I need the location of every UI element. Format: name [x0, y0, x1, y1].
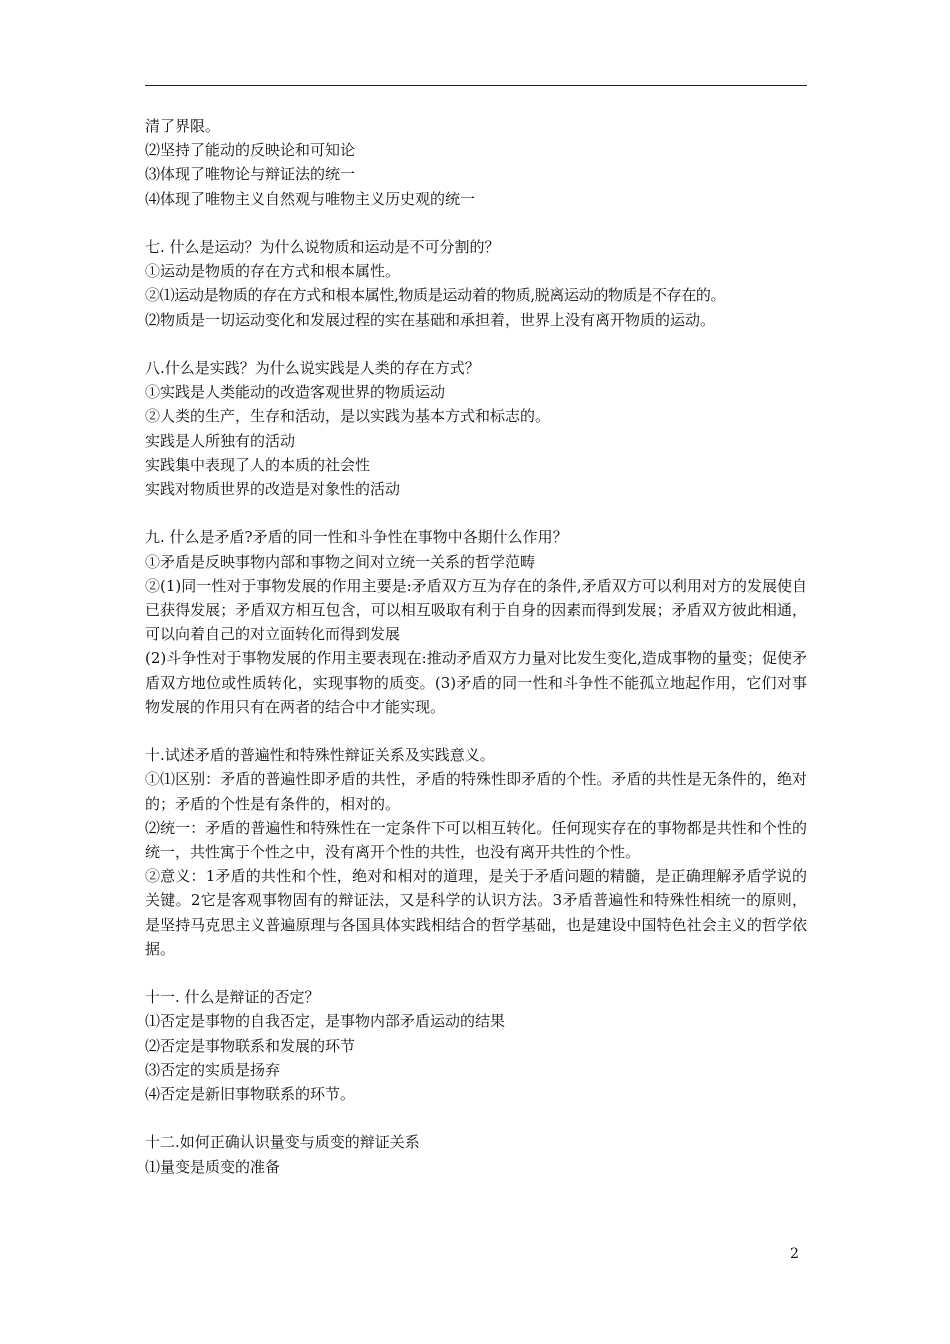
- section-10-title: 十.试述矛盾的普遍性和特殊性辩证关系及实践意义。: [145, 746, 495, 765]
- section-7-title: 七. 什么是运动？为什么说物质和运动是不可分割的？: [145, 238, 500, 256]
- text-line: ⑵否定是事物联系和发展的环节: [145, 1036, 356, 1055]
- paragraph: ⑵统一：矛盾的普遍性和特殊性在一定条件下可以相互转化。任何现实存在的事物都是共性和个性的统一，共性寓于个性之中，没有离开个性的共性，也没有离开共性的个性。: [145, 818, 807, 862]
- paragraph: ②(1)同一性对于事物发展的作用主要是:矛盾双方互为存在的条件,矛盾双方可以利用对方的发展使自已获得发展；矛盾双方相互包含，可以相互吸取有利于自身的因素而得到发展；矛盾双方彼此相通，可以向着自己的对立面转化而得到发展: [145, 576, 807, 644]
- text-line: ①实践是人类能动的改造客观世界的物质运动: [145, 383, 446, 402]
- text-line: 清了界限。: [145, 117, 221, 135]
- text-line: ⑷否定是新旧事物联系的环节。: [145, 1085, 356, 1104]
- text-line: ⑷体现了唯物主义自然观与唯物主义历史观的统一: [145, 189, 476, 208]
- section-9-title: 九. 什么是矛盾?矛盾的同一性和斗争性在事物中各期什么作用？: [145, 528, 568, 547]
- text-line: ①矛盾是反映事物内部和事物之间对立统一关系的哲学范畴: [145, 552, 536, 571]
- text-line: ②人类的生产，生存和活动，是以实践为基本方式和标志的。: [145, 407, 551, 426]
- text-line: ⑵物质是一切运动变化和发展过程的实在基础和承担着，世界上没有离开物质的运动。: [145, 310, 716, 329]
- text-line: ⑴否定是事物的自我否定，是事物内部矛盾运动的结果: [145, 1012, 506, 1031]
- page-number: 2: [790, 1246, 799, 1262]
- text-line: 实践集中表现了人的本质的社会性: [145, 455, 371, 474]
- text-line: ②⑴运动是物质的存在方式和根本属性,物质是运动着的物质,脱离运动的物质是不存在的。: [145, 286, 726, 305]
- text-line: 实践对物质世界的改造是对象性的活动: [145, 480, 401, 499]
- text-line: 实践是人所独有的活动: [145, 431, 296, 450]
- header-rule: [145, 85, 807, 86]
- section-12-title: 十二.如何正确认识量变与质变的辩证关系: [145, 1133, 420, 1152]
- paragraph: (2)斗争性对于事物发展的作用主要表现在:推动矛盾双方力量对比发生变化,造成事物的量变；促使矛盾双方地位或性质转化，实现事物的质变。(3)矛盾的同一性和斗争性不能孤立地起作用，它们对事物发展的作用只有在两者的结合中才能实现。: [145, 649, 807, 716]
- section-11-title: 十一. 什么是辩证的否定？: [145, 988, 320, 1007]
- paragraph: ①⑴区别：矛盾的普遍性即矛盾的共性，矛盾的特殊性即矛盾的个性。矛盾的共性是无条件的，绝对的；矛盾的个性是有条件的，相对的。: [145, 770, 807, 813]
- text-line: ⑶体现了唯物论与辩证法的统一: [145, 165, 356, 184]
- text-line: ⑴量变是质变的准备: [145, 1157, 281, 1176]
- text-line: ⑵坚持了能动的反映论和可知论: [145, 141, 356, 160]
- text-line: ①运动是物质的存在方式和根本属性。: [145, 262, 401, 281]
- paragraph: ②意义：1矛盾的共性和个性，绝对和相对的道理，是关于矛盾问题的精髓，是正确理解矛盾学说的关键。2它是客观事物固有的辩证法，又是科学的认识方法。3矛盾普遍性和特殊性相统一的原则，是坚持马克思主义普遍原理与各国具体实践相结合的哲学基础，也是建设中国特色社会主义的哲学依据。: [145, 867, 807, 958]
- page-body: [145, 114, 807, 1179]
- text-line: ⑶否定的实质是扬弃: [145, 1060, 281, 1079]
- section-8-title: 八.什么是实践？为什么说实践是人类的存在方式？: [145, 359, 480, 377]
